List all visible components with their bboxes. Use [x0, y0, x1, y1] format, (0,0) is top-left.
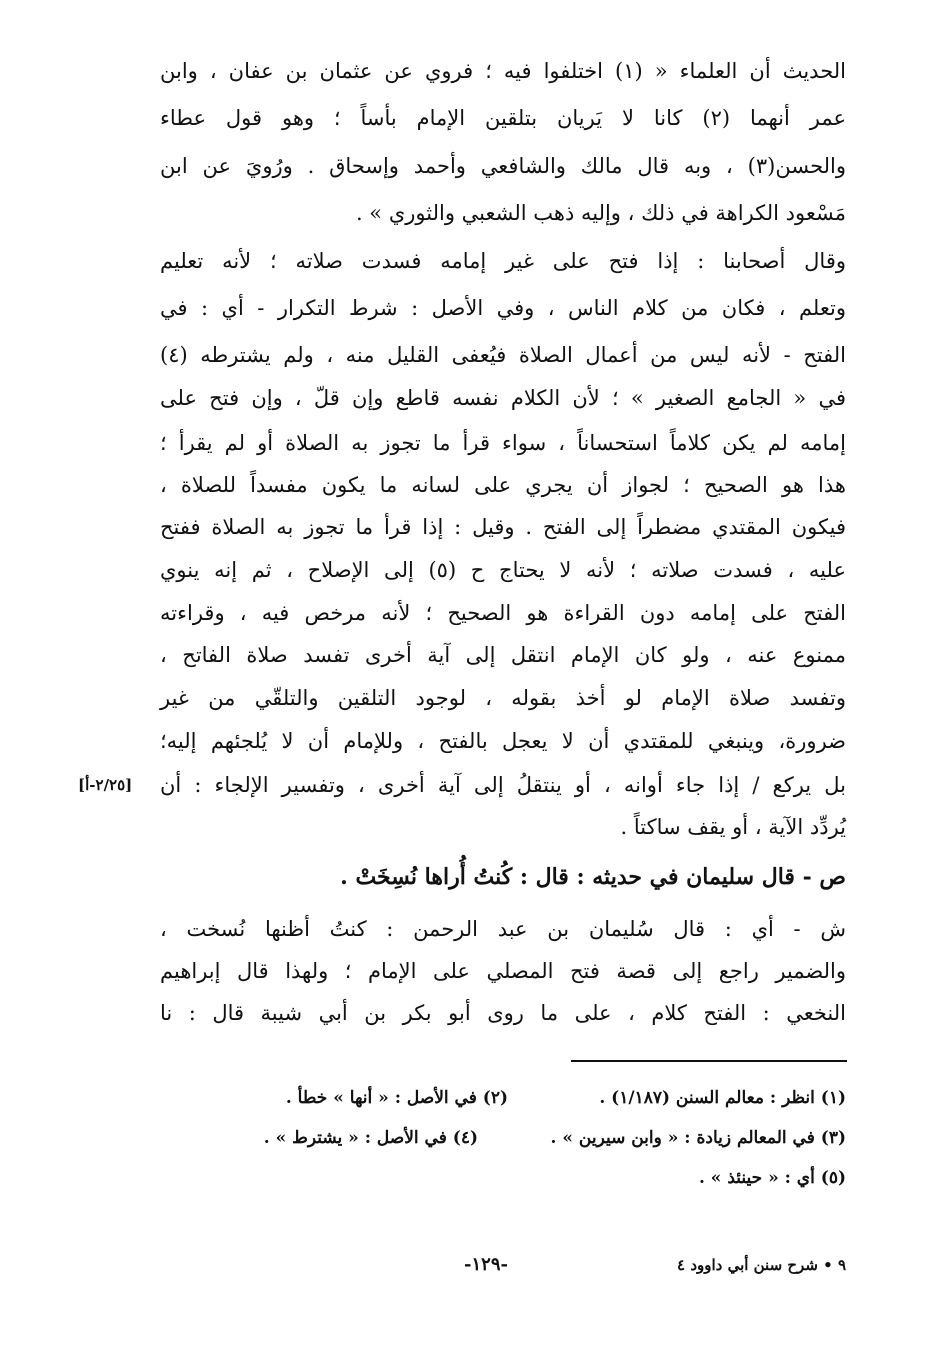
page-number: -١٢٩-: [464, 1254, 508, 1275]
body-line-8: في « الجامع الصغير » ؛ لأن الكلام نفسه قاطع وإن قلّ ، وإن فتح على: [160, 386, 846, 410]
footnote-separator: [571, 1060, 847, 1062]
body-line-17: بل يركع / إذا جاء أوانه ، أو ينتقلُ إلى آية أخرى ، وتفسير الإلجاء : أن: [160, 773, 846, 797]
body-line-18: يُردِّد الآية ، أو يقف ساكتاً .: [620, 815, 846, 839]
body-line-5: وقال أصحابنا : إذا فتح على غير إمامه فسدت صلاته ؛ لأنه تعليم: [160, 249, 846, 273]
body-line-9: إمامه لم يكن كلاماً استحساناً ، سواء قرأ ما تجوز به الصلاة أو لم يقرأ ؛: [160, 431, 846, 455]
body-line-11: فيكون المقتدي مضطراً إلى الفتح . وقيل : إذا قرأ ما تجوز به الصلاة ففتح: [160, 515, 846, 539]
body-line-12: عليه ، فسدت صلاته ؛ لأنه لا يحتاج ح (٥) إلى الإصلاح ، ثم إنه ينوي: [160, 558, 847, 582]
book-title-footer: ٩ • شرح سنن أبي داوود ٤: [677, 1256, 846, 1274]
body-line-1: الحديث أن العلماء « (١) اختلفوا فيه ؛ فروي عن عثمان بن عفان ، وابن: [160, 59, 846, 83]
body-line-16: ضرورة، وينبغي للمقتدي أن لا يعجل بالفتح ، وللإمام أن لا يُلجئهم إليه؛: [160, 729, 846, 753]
body-line-3: والحسن(٣) ، وبه قال مالك والشافعي وأحمد وإسحاق . ورُويَ عن ابن: [160, 154, 846, 178]
body-line-7: الفتح - لأنه ليس من أعمال الصلاة فيُعفى القليل منه ، ولم يشترطه (٤): [160, 343, 846, 367]
body-line-13: الفتح على إمامه دون القراءة هو الصحيح ؛ لأنه مرخص فيه ، وقراءته: [160, 601, 846, 625]
footnote-2: (٢) في الأصل : « أنها » خطأ .: [285, 1088, 508, 1108]
body-line-14: ممنوع عنه ، ولو كان الإمام انتقل إلى آية أخرى تفسد صلاة الفاتح ،: [160, 643, 846, 667]
commentary-line-3: النخعي : الفتح كلام ، على ما روى أبو بكر بن أبي شيبة قال : نا: [160, 1001, 846, 1025]
body-line-6: وتعلم ، فكان من كلام الناس ، وفي الأصل : شرط التكرار - أي : في: [160, 296, 846, 320]
footnote-4: (٤) في الأصل : « يشترط » .: [263, 1128, 478, 1148]
body-line-4: مَسْعود الكراهة في ذلك ، وإليه ذهب الشعبي والثوري » .: [355, 201, 846, 225]
footnote-3: (٣) في المعالم زيادة : « وابن سيرين » .: [550, 1128, 846, 1148]
hadith-text-line: ص - قال سليمان في حديثه : قال : كُنتُ أُراها نُسِخَتْ .: [340, 864, 846, 890]
commentary-line-2: والضمير راجع إلى قصة فتح المصلي على الإمام ؛ ولهذا قال إبراهيم: [160, 959, 846, 983]
body-line-2: عمر أنهما (٢) كانا لا يَريان بتلقين الإمام بأساً ؛ وهو قول عطاء: [160, 106, 847, 130]
body-line-10: هذا هو الصحيح ؛ لجواز أن يجري على لسانه ما يكون مفسداً للصلاة ،: [160, 473, 846, 497]
manuscript-folio-marker: [٢/٢٥-أ]: [78, 776, 133, 794]
footnote-1: (١) انظر : معالم السنن (١/١٨٧) .: [599, 1088, 846, 1108]
footnote-5: (٥) أي : « حينئذ » .: [698, 1168, 846, 1188]
commentary-line-1: ش - أي : قال سُليمان بن عبد الرحمن : كنتُ أظنها نُسخت ،: [160, 917, 846, 941]
body-line-15: وتفسد صلاة الإمام لو أخذ بقوله ، لوجود التلقين والتلقّي من غير: [160, 686, 846, 710]
